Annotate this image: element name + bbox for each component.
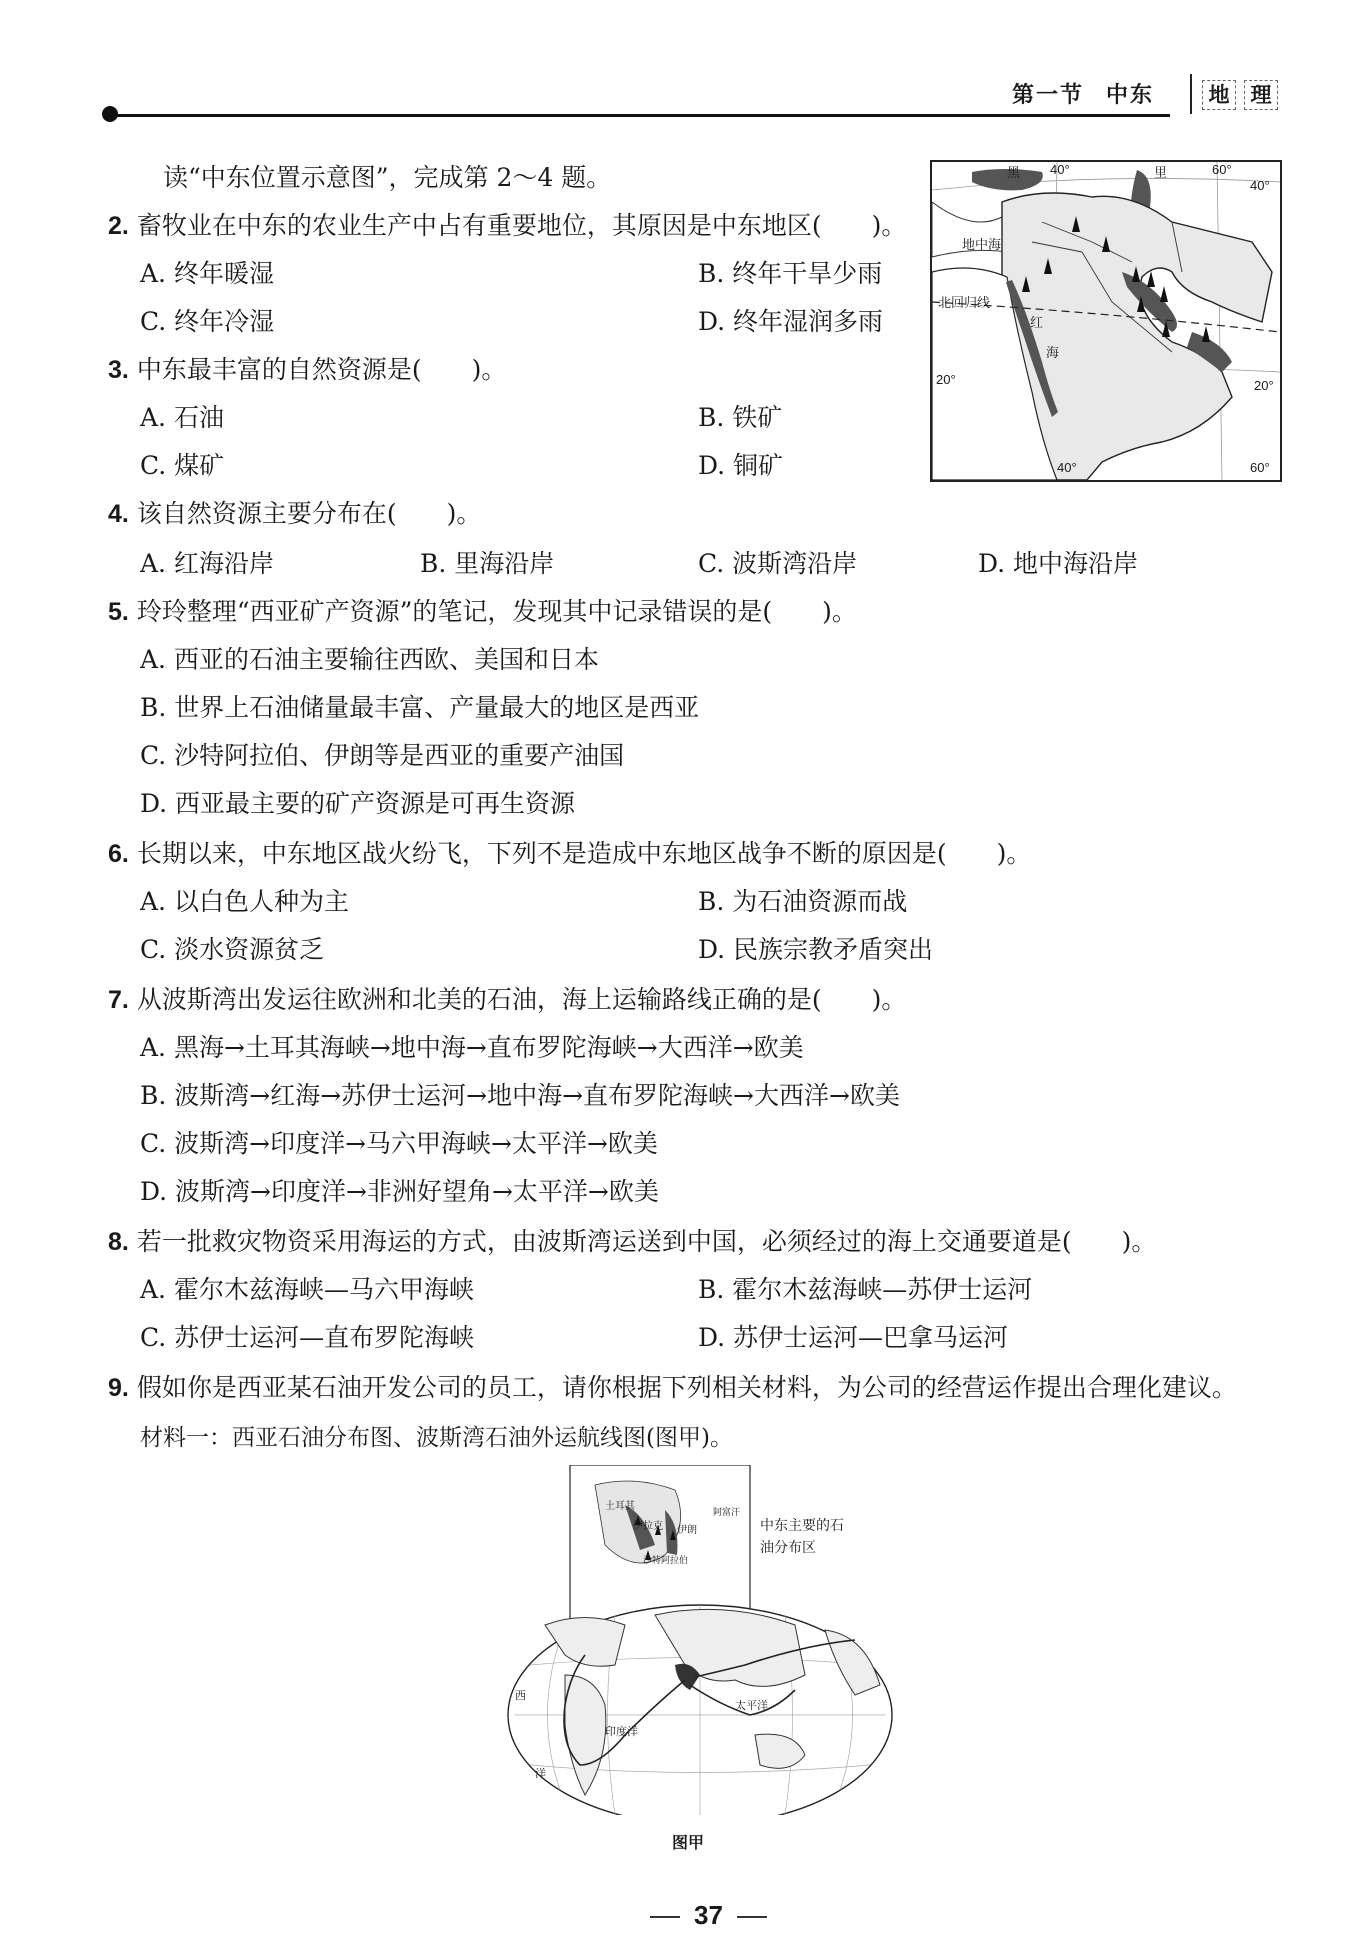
question-number: 8. — [108, 1228, 129, 1256]
question-stem: 假如你是西亚某石油开发公司的员工，请你根据下列相关材料，为公司的经营运作提出合理化建议。 — [136, 1373, 1237, 1402]
map-label-black-sea: 黑 — [1007, 165, 1021, 180]
map-label-lon-40-top: 40° — [1050, 162, 1070, 177]
option-a: A. 终年暖湿 — [140, 259, 274, 288]
section-title: 中东 — [1106, 82, 1155, 108]
page-number — [636, 1900, 781, 1931]
map-label-lon-40-bottom: 40° — [1057, 460, 1077, 475]
option-d: D. 民族宗教矛盾突出 — [698, 935, 934, 964]
option-c: C. 沙特阿拉伯、伊朗等是西亚的重要产油国 — [140, 741, 625, 770]
option-d: D. 波斯湾→印度洋→非洲好望角→太平洋→欧美 — [140, 1177, 659, 1206]
map-label-sea: 海 — [1046, 345, 1060, 360]
map-label-lat-20-right: 20° — [1254, 378, 1274, 393]
page-dash-left — [650, 1916, 680, 1918]
map-label-west: 西 — [515, 1690, 526, 1702]
option-c: C. 煤矿 — [140, 451, 225, 480]
option-b: B. 里海沿岸 — [420, 549, 555, 578]
map-legend: 中东主要的石油分布区 — [760, 1518, 844, 1556]
option-a: A. 红海沿岸 — [140, 549, 274, 578]
page-number-value: 37 — [694, 1900, 723, 1930]
option-c: C. 淡水资源贫乏 — [140, 935, 325, 964]
question-number: 7. — [108, 986, 129, 1014]
figure-caption: 图甲 — [672, 1833, 705, 1852]
option-b: B. 为石油资源而战 — [698, 887, 908, 916]
question-8 — [108, 1226, 1156, 1258]
question-stem: 中东最丰富的自然资源是( )。 — [136, 355, 507, 384]
option-a: A. 黑海→土耳其海峡→地中海→直布罗陀海峡→大西洋→欧美 — [140, 1033, 804, 1062]
option-b: B. 霍尔木兹海峡—苏伊士运河 — [698, 1275, 1033, 1304]
option-c: C. 波斯湾→印度洋→马六甲海峡→太平洋→欧美 — [140, 1129, 658, 1158]
question-number: 4. — [108, 500, 129, 528]
option-d: D. 铜矿 — [698, 451, 784, 480]
map-label-red: 红 — [1030, 315, 1044, 330]
subject-char-1: 地 — [1202, 80, 1236, 110]
option-c: C. 苏伊士运河—直布罗陀海峡 — [140, 1323, 475, 1352]
option-d: D. 苏伊士运河—巴拿马运河 — [698, 1323, 1009, 1352]
option-b: B. 终年干旱少雨 — [698, 259, 883, 288]
question-number: 9. — [108, 1374, 129, 1402]
map-label-turkey: 土耳其 — [605, 1501, 635, 1512]
question-7 — [108, 984, 906, 1016]
map-label-afghanistan: 阿富汗 — [713, 1507, 741, 1517]
header-rule — [110, 114, 1170, 117]
question-9 — [108, 1372, 1237, 1404]
mideast-location-map — [930, 160, 1282, 482]
map-label-lat-20-left: 20° — [936, 372, 956, 387]
mideast-map-svg — [932, 162, 1280, 480]
subject-char-2: 理 — [1244, 80, 1278, 110]
option-d: D. 西亚最主要的矿产资源是可再生资源 — [140, 789, 576, 818]
option-a: A. 霍尔木兹海峡—马六甲海峡 — [140, 1275, 474, 1304]
map-label-iraq: 伊拉克 — [633, 1521, 663, 1532]
question-number: 3. — [108, 356, 129, 384]
question-number: 5. — [108, 598, 129, 626]
map-label-iran: 伊朗 — [677, 1525, 697, 1536]
question-stem: 若一批救灾物资采用海运的方式，由波斯湾运送到中国，必须经过的海上交通要道是( )。 — [136, 1227, 1157, 1256]
question-stem: 从波斯湾出发运往欧洲和北美的石油，海上运输路线正确的是( )。 — [136, 985, 907, 1014]
section-number: 第一节 — [1012, 82, 1085, 108]
option-a: A. 西亚的石油主要输往西欧、美国和日本 — [140, 645, 599, 674]
intro-text: 读“中东位置示意图”，完成第 2～4 题。 — [163, 163, 612, 192]
option-b: B. 铁矿 — [698, 403, 783, 432]
map-label-ocean: 洋 — [535, 1768, 546, 1780]
question-3 — [108, 354, 506, 386]
option-b: B. 波斯湾→红海→苏伊士运河→地中海→直布罗陀海峡→大西洋→欧美 — [140, 1081, 900, 1110]
question-number: 2. — [108, 212, 129, 240]
map-label-pacific: 太平洋 — [735, 1700, 768, 1712]
question-stem: 玲玲整理“西亚矿产资源”的笔记，发现其中记录错误的是( )。 — [136, 597, 857, 626]
question-6 — [108, 838, 1031, 870]
option-c: C. 终年冷湿 — [140, 307, 275, 336]
question-stem: 该自然资源主要分布在( )。 — [136, 499, 482, 528]
question-2 — [108, 210, 906, 242]
option-d: D. 终年湿润多雨 — [698, 307, 884, 336]
map-label-caspian: 里 — [1154, 165, 1168, 180]
option-a: A. 石油 — [140, 403, 224, 432]
map-label-saudi: 沙特阿拉伯 — [643, 1555, 689, 1565]
map-label-lon-60-bottom: 60° — [1250, 460, 1270, 475]
question-number: 6. — [108, 840, 129, 868]
map-label-lat-40: 40° — [1250, 178, 1270, 193]
question-stem: 长期以来，中东地区战火纷飞，下列不是造成中东地区战争不断的原因是( )。 — [136, 839, 1032, 868]
option-d: D. 地中海沿岸 — [978, 549, 1139, 578]
subject-label — [1190, 74, 1288, 114]
question-stem: 畜牧业在中东的农业生产中占有重要地位，其原因是中东地区( )。 — [136, 211, 907, 240]
map-label-mediterranean: 地中海 — [962, 237, 1002, 252]
option-b: B. 世界上石油储量最丰富、产量最大的地区是西亚 — [140, 693, 700, 722]
map-label-indian-ocean: 印度洋 — [605, 1726, 638, 1738]
option-a: A. 以白色人种为主 — [140, 887, 349, 916]
map-label-tropic: 北回归线 — [938, 295, 991, 310]
question-5 — [108, 596, 857, 628]
material-1: 材料一：西亚石油分布图、波斯湾石油外运航线图(图甲)。 — [140, 1425, 733, 1451]
option-c: C. 波斯湾沿岸 — [698, 549, 858, 578]
map-label-lon-60-top: 60° — [1212, 162, 1232, 177]
section-header — [1012, 78, 1154, 109]
question-4 — [108, 498, 481, 530]
page-dash-right — [737, 1916, 767, 1918]
